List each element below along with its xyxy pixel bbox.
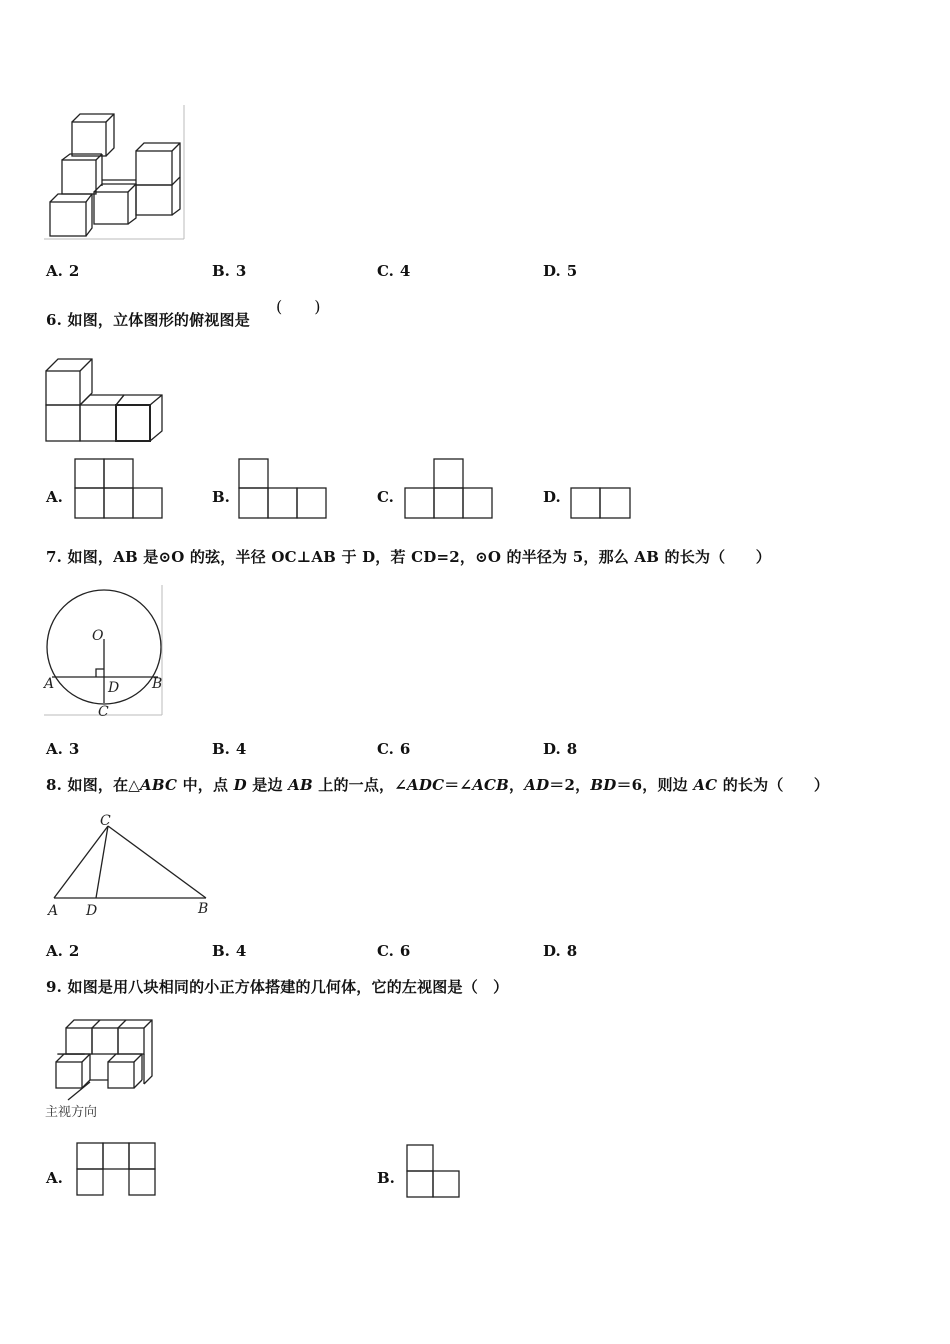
q7-option-c[interactable]: C. 6: [377, 740, 411, 758]
q7-label-o: O: [92, 628, 104, 644]
q5-option-d[interactable]: D. 5: [543, 262, 578, 280]
q7-label-a: A: [44, 676, 55, 692]
q8-option-b[interactable]: B. 4: [212, 942, 247, 960]
q8-option-c[interactable]: C. 6: [377, 942, 411, 960]
q7-stem: [46, 546, 771, 567]
q7-option-b[interactable]: B. 4: [212, 740, 247, 758]
q6-option-c-label[interactable]: C.: [377, 488, 394, 506]
q9-option-a-label[interactable]: A.: [46, 1169, 63, 1187]
q7-text: 如图，AB 是⊙O 的弦，半径 OC⊥AB 于 D，若 CD=2，⊙O 的半径为 5，那么 AB 的长为（ ）: [67, 548, 771, 566]
q9-number: 9.: [46, 978, 63, 996]
q6-option-d-label[interactable]: D.: [543, 488, 561, 506]
q6-text: 如图，立体图形的俯视图是: [67, 311, 250, 329]
q5-option-b[interactable]: B. 3: [212, 262, 247, 280]
q6-option-b-label[interactable]: B.: [212, 488, 230, 506]
q8-label-d: D: [86, 903, 98, 919]
q9-caption: 主视方向: [45, 1105, 98, 1120]
q9-option-b-label[interactable]: B.: [377, 1169, 395, 1187]
q8-label-a: A: [48, 903, 59, 919]
q8-label-c: C: [100, 813, 111, 829]
q8-figure-triangle: [44, 812, 219, 922]
q9-option-b-figure[interactable]: [406, 1144, 464, 1202]
q5-option-a[interactable]: A. 2: [46, 262, 80, 280]
q7-option-a[interactable]: A. 3: [46, 740, 80, 758]
q8-number: 8.: [46, 776, 63, 794]
q6-option-c-figure[interactable]: [404, 458, 496, 520]
q6-stem: [46, 309, 250, 330]
q5-option-c[interactable]: C. 4: [377, 262, 411, 280]
q5-figure-cubes: [44, 105, 189, 245]
q7-option-d[interactable]: D. 8: [543, 740, 578, 758]
q8-option-d[interactable]: D. 8: [543, 942, 578, 960]
q7-label-d: D: [108, 680, 120, 696]
q8-label-b: B: [198, 901, 209, 917]
q9-figure-cubes: [44, 1016, 164, 1121]
q9-option-a-figure[interactable]: [76, 1142, 158, 1200]
q6-answer-paren: ( ): [276, 297, 321, 316]
q7-label-b: B: [152, 676, 163, 692]
q6-figure-cubes: [44, 355, 169, 450]
q6-option-b-figure[interactable]: [238, 458, 330, 520]
q6-option-a-label[interactable]: A.: [46, 488, 63, 506]
q8-option-a[interactable]: A. 2: [46, 942, 80, 960]
q9-stem: [46, 976, 508, 997]
q7-number: 7.: [46, 548, 63, 566]
q7-label-c: C: [98, 704, 109, 720]
q7-figure-circle: [44, 585, 169, 720]
q6-option-a-figure[interactable]: [74, 458, 164, 520]
q6-number: 6.: [46, 311, 63, 329]
q8-stem: 8. 如图，在△ABC 中，点 D 是边 AB 上的一点，∠ADC＝∠ACB，AD＝2，BD＝6，则边 AC 的长为（ ）: [46, 776, 830, 794]
q9-text: 如图是用八块相同的小正方体搭建的几何体，它的左视图是（ ）: [67, 978, 509, 996]
q6-option-d-figure[interactable]: [570, 487, 634, 521]
